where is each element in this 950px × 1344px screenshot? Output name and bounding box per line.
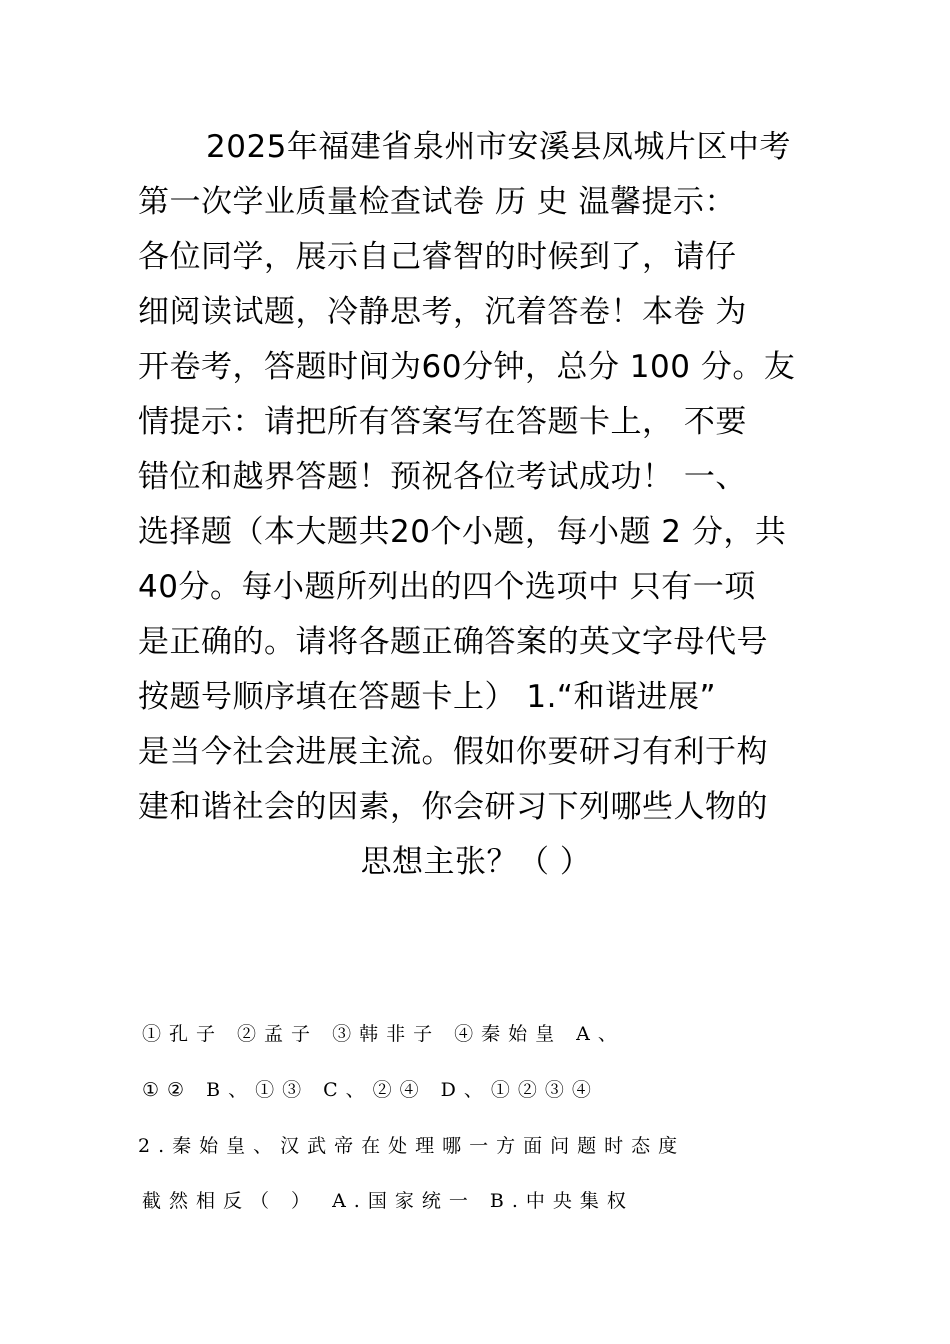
options-line-2: ①② B、①③ C、②④ D、①②③④: [142, 1079, 599, 1101]
body-line-5: 开卷考，答题时间为60分钟，总分 100 分。友: [138, 349, 796, 385]
body-line-3: 各位同学，展示自己睿智的时候到了，请仔: [138, 239, 737, 275]
body-line-12: 是当今社会进展主流。假如你要研习有利于构: [138, 734, 768, 770]
question-line-2: 截然相反（ ） A.国家统一 B.中央集权: [142, 1190, 634, 1212]
body-line-13: 建和谐社会的因素，你会研习下列哪些人物的: [138, 789, 768, 825]
body-line-6: 情提示：请把所有答案写在答题卡上， 不要: [138, 404, 747, 440]
body-line-10: 是正确的。请将各题正确答案的英文字母代号: [138, 624, 768, 660]
body-line-9: 40分。每小题所列出的四个选项中 只有一项: [138, 569, 756, 605]
body-line-11: 按题号顺序填在答题卡上） 1.“和谐进展”: [138, 679, 717, 715]
question-line-1: 2.秦始皇、汉武帝在处理哪一方面问题时态度: [138, 1135, 686, 1157]
body-line-7: 错位和越界答题！预祝各位考试成功！ 一、: [138, 459, 747, 495]
body-line-4: 细阅读试题，冷静思考，沉着答卷！本卷 为: [138, 294, 747, 330]
title-line-2: 第一次学业质量检查试卷 历 史 温馨提示：: [138, 184, 737, 220]
body-line-8: 选择题（本大题共20个小题，每小题 2 分，共: [138, 514, 787, 550]
options-line-1: ①孔子 ②孟子 ③韩非子 ④秦始皇 A、: [142, 1023, 625, 1045]
body-line-14: 思想主张？（ ）: [360, 844, 592, 880]
title-line-1: 2025年福建省泉州市安溪县凤城片区中考: [206, 129, 791, 165]
